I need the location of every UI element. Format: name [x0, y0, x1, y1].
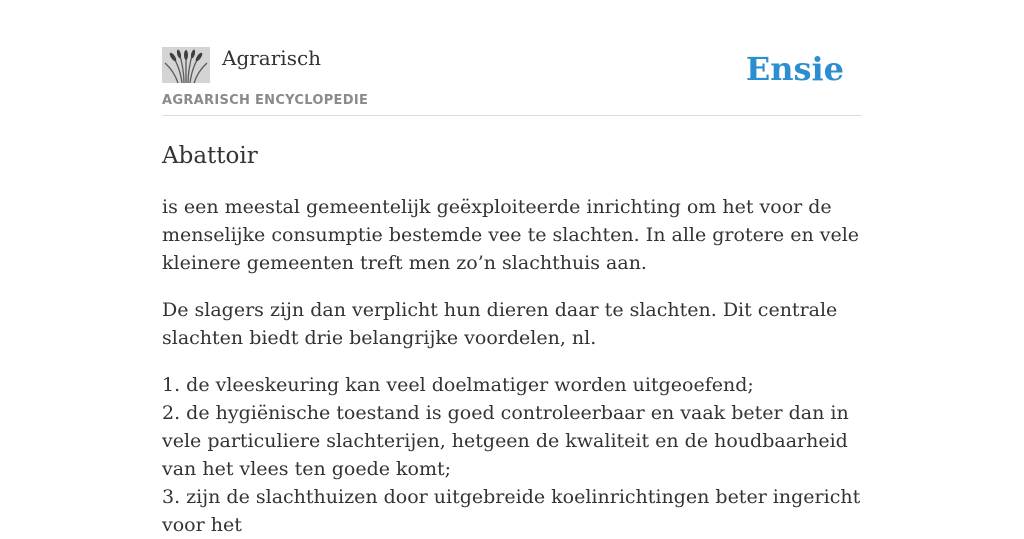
brand-logo-link[interactable]: Ensie [745, 50, 844, 88]
content-column [162, 0, 862, 539]
list-item: 2. de hygiënische toestand is goed controleerbaar en vaak beter dan in vele particuliere slachterijen, hetgeen de kwaliteit en de houdbaarheid van het vlees ten goede komt; [162, 402, 849, 480]
wheat-icon[interactable] [162, 47, 210, 83]
article-paragraph-1: is een meestal gemeentelijk geëxploiteerde inrichting om het voor de menselijke consumptie bestemde vee te slachten. In alle grotere en vele kleinere gemeenten treft men zo’n slachthuis aan. [162, 196, 860, 274]
article-paragraph-2: De slagers zijn dan verplicht hun dieren daar te slachten. Dit centrale slachten biedt drie belangrijke voordelen, nl. [162, 299, 838, 349]
header [162, 0, 862, 116]
source-name[interactable]: Agrarisch [222, 46, 322, 70]
article-list [162, 371, 862, 539]
list-item: 3. zijn de slachthuizen door uitgebreide koelinrichtingen beter ingericht voor het [162, 486, 861, 536]
list-item: 1. de vleeskeuring kan veel doelmatiger worden uitgeoefend; [162, 374, 754, 396]
article-title: Abattoir [162, 143, 258, 169]
source-subtitle: AGRARISCH ENCYCLOPEDIE [162, 93, 369, 108]
